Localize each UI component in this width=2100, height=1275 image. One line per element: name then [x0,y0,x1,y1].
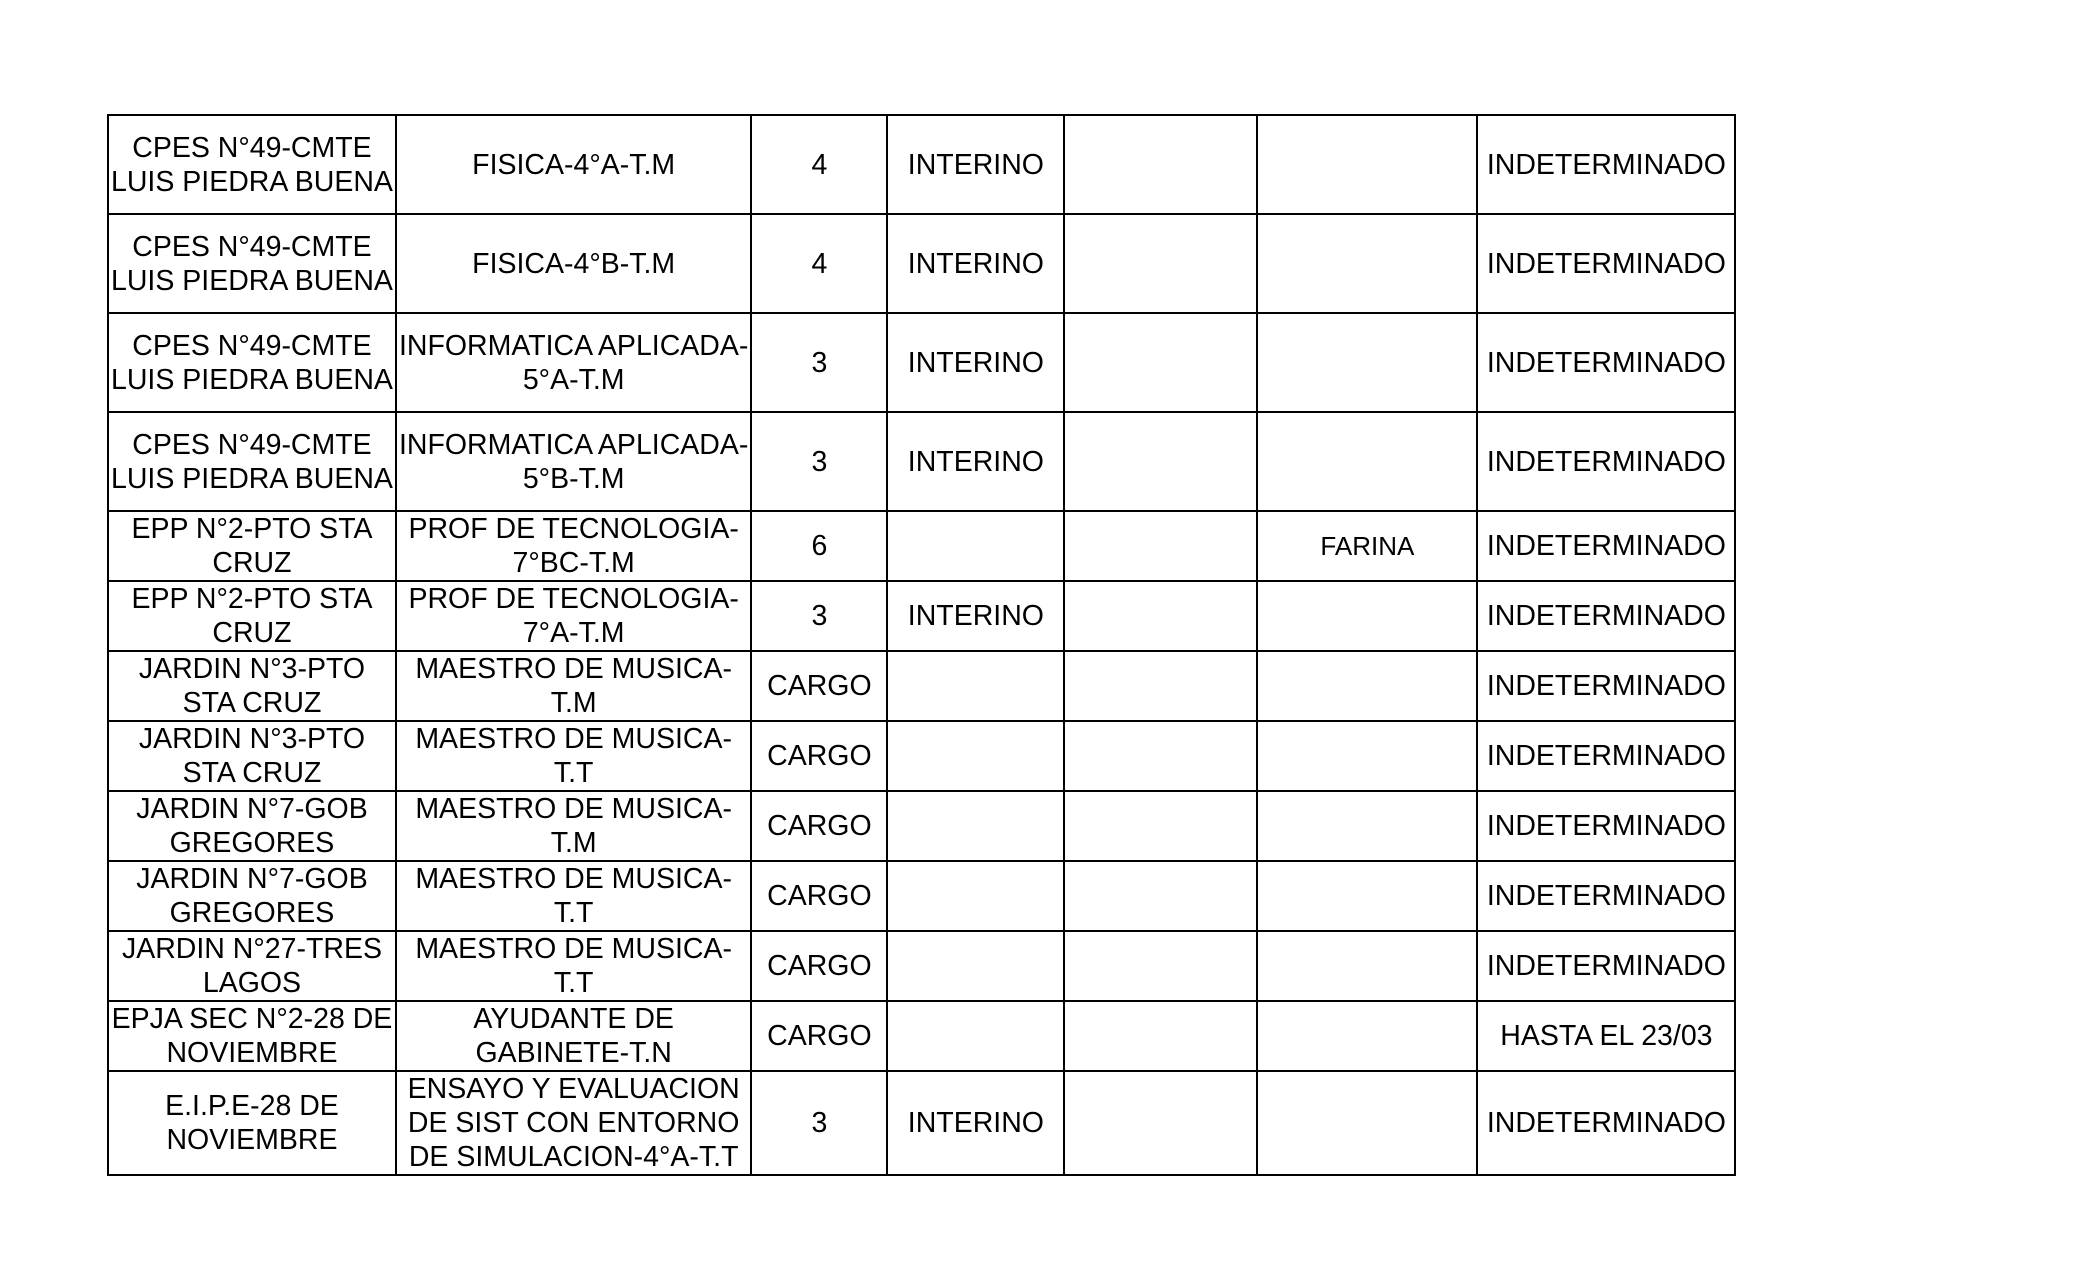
hours-cell [751,861,887,931]
cell-line: FISICA-4°A-T.M [472,148,676,181]
cell-line: CPES N°49-CMTE [132,131,372,164]
status-cell [887,214,1064,313]
duration-cell [1477,581,1735,651]
hours-cell [751,1071,887,1175]
subject-cell [396,214,751,313]
cell-text: INTERINO [907,346,1044,379]
status-cell [887,115,1064,214]
duration-cell [1477,721,1735,791]
name-cell [1257,931,1477,1001]
cell-line: MAESTRO DE MUSICA- [415,653,732,685]
hours-cell [751,1001,887,1071]
cell-text: HASTA EL 23/03 [1500,1020,1713,1052]
cell-line: STA CRUZ [182,757,322,789]
empty-cell [1064,115,1257,214]
school-cell [108,581,396,651]
name-cell [1257,791,1477,861]
cell-line: 7°A-T.M [522,617,625,649]
empty-cell [1064,214,1257,313]
empty-cell [1064,861,1257,931]
cell-line: JARDIN N°27-TRES [121,933,382,965]
table-row [108,313,1735,412]
empty-cell [1064,1001,1257,1071]
cell-text: INDETERMINADO [1486,880,1726,912]
name-cell [1257,581,1477,651]
name-cell [1257,1001,1477,1071]
cell-line: JARDIN N°7-GOB [136,793,368,825]
cell-text: INDETERMINADO [1486,600,1726,632]
cell-line: ENSAYO Y EVALUACION [407,1073,740,1105]
cell-line: DE SIST CON ENTORNO [407,1107,740,1139]
subject-cell [396,1071,751,1175]
subject-cell [396,511,751,581]
table-row [108,214,1735,313]
table-row [108,721,1735,791]
status-cell [887,1001,1064,1071]
hours-cell [751,412,887,511]
cell-text: INDETERMINADO [1486,950,1726,982]
cell-line: GABINETE-T.N [475,1037,672,1069]
cell-text: INDETERMINADO [1486,247,1726,280]
duration-cell [1477,511,1735,581]
subject-cell [396,313,751,412]
name-cell [1257,115,1477,214]
subject-cell [396,931,751,1001]
hours-cell [751,931,887,1001]
duration-cell [1477,861,1735,931]
cell-line: CPES N°49-CMTE [132,428,372,461]
hours-cell [751,791,887,861]
cell-text: CARGO [767,740,872,772]
hours-cell [751,214,887,313]
table-row [108,861,1735,931]
cell-text: 3 [811,600,828,632]
cell-line: GREGORES [169,827,335,859]
cell-line: T.M [550,687,597,719]
school-cell [108,115,396,214]
hours-cell [751,313,887,412]
cell-line: LUIS PIEDRA BUENA [111,462,393,495]
cell-line: LAGOS [202,967,302,999]
cell-text: INDETERMINADO [1486,148,1726,181]
cell-line: JARDIN N°7-GOB [136,863,368,895]
duration-cell [1477,1001,1735,1071]
school-cell [108,861,396,931]
table-row [108,1071,1735,1175]
cell-line: T.T [553,967,594,999]
table-row [108,412,1735,511]
cell-line: 7°BC-T.M [512,547,635,579]
cell-text: INDETERMINADO [1486,1107,1726,1139]
name-cell [1257,861,1477,931]
cell-line: E.I.P.E-28 DE [165,1090,339,1122]
cell-text: INDETERMINADO [1486,530,1726,562]
status-cell [887,791,1064,861]
table-row [108,791,1735,861]
status-cell [887,931,1064,1001]
school-cell [108,791,396,861]
subject-cell [396,115,751,214]
cell-line: MAESTRO DE MUSICA- [415,863,732,895]
cell-text: INTERINO [907,600,1044,632]
cell-line: LUIS PIEDRA BUENA [111,264,393,297]
cell-line: PROF DE TECNOLOGIA- [408,513,739,545]
cell-line: CRUZ [212,617,292,649]
status-cell [887,581,1064,651]
school-cell [108,931,396,1001]
cell-line: 5°A-T.M [522,363,625,396]
duration-cell [1477,313,1735,412]
duration-cell [1477,412,1735,511]
table-row [108,581,1735,651]
cell-text: INDETERMINADO [1486,810,1726,842]
cell-line: EPP N°2-PTO STA [131,513,373,545]
cell-line: AYUDANTE DE [473,1003,674,1035]
subject-cell [396,861,751,931]
assignments-table [107,114,1736,1176]
school-cell [108,412,396,511]
table-row [108,931,1735,1001]
cell-line: CPES N°49-CMTE [132,329,372,362]
cell-line: FISICA-4°B-T.M [472,247,676,280]
table-row [108,651,1735,721]
empty-cell [1064,931,1257,1001]
name-cell [1257,651,1477,721]
school-cell [108,214,396,313]
empty-cell [1064,412,1257,511]
duration-cell [1477,115,1735,214]
school-cell [108,721,396,791]
cell-text: CARGO [767,880,872,912]
empty-cell [1064,1071,1257,1175]
cell-line: EPP N°2-PTO STA [131,583,373,615]
cell-line: INFORMATICA APLICADA- [398,329,749,362]
duration-cell [1477,931,1735,1001]
duration-cell [1477,1071,1735,1175]
status-cell [887,313,1064,412]
cell-line: T.M [550,827,597,859]
cell-line: PROF DE TECNOLOGIA- [408,583,739,615]
cell-line: INFORMATICA APLICADA- [398,428,749,461]
duration-cell [1477,214,1735,313]
name-cell [1257,214,1477,313]
cell-line: JARDIN N°3-PTO [138,653,366,685]
subject-cell [396,651,751,721]
name-cell [1257,721,1477,791]
status-cell [887,721,1064,791]
school-cell [108,1071,396,1175]
cell-line: JARDIN N°3-PTO [138,723,366,755]
school-cell [108,651,396,721]
cell-line: CPES N°49-CMTE [132,230,372,263]
empty-cell [1064,791,1257,861]
subject-cell [396,581,751,651]
hours-cell [751,115,887,214]
status-cell [887,412,1064,511]
cell-text: CARGO [767,950,872,982]
hours-cell [751,651,887,721]
subject-cell [396,791,751,861]
name-cell [1257,412,1477,511]
school-cell [108,511,396,581]
cell-line: CRUZ [212,547,292,579]
cell-line: DE SIMULACION-4°A-T.T [408,1141,739,1173]
cell-line: MAESTRO DE MUSICA- [415,933,732,965]
cell-line: NOVIEMBRE [166,1124,338,1156]
cell-text: INTERINO [907,247,1044,280]
status-cell [887,1071,1064,1175]
cell-text: 4 [811,148,828,181]
subject-cell [396,721,751,791]
subject-cell [396,412,751,511]
cell-text: 3 [811,346,828,379]
name-cell [1257,1071,1477,1175]
cell-line: 5°B-T.M [522,462,625,495]
cell-text: INDETERMINADO [1486,670,1726,702]
cell-text: INDETERMINADO [1486,346,1726,379]
cell-text: 4 [811,247,828,280]
hours-cell [751,511,887,581]
empty-cell [1064,721,1257,791]
cell-text: CARGO [767,1020,872,1052]
cell-line: T.T [553,757,594,789]
empty-cell [1064,313,1257,412]
subject-cell [396,1001,751,1071]
school-cell [108,1001,396,1071]
cell-text: INDETERMINADO [1486,445,1726,478]
cell-text: INTERINO [907,148,1044,181]
cell-line: STA CRUZ [182,687,322,719]
cell-text: INTERINO [907,1107,1044,1139]
cell-text: CARGO [767,810,872,842]
status-cell [887,651,1064,721]
name-cell [1257,511,1477,581]
table-body [108,115,1735,1175]
cell-text: INDETERMINADO [1486,740,1726,772]
name-cell [1257,313,1477,412]
table-row [108,511,1735,581]
school-cell [108,313,396,412]
status-cell [887,861,1064,931]
table-row [108,115,1735,214]
cell-line: LUIS PIEDRA BUENA [111,363,393,396]
cell-text: INTERINO [907,445,1044,478]
cell-line: NOVIEMBRE [166,1037,338,1069]
empty-cell [1064,581,1257,651]
table-row [108,1001,1735,1071]
cell-text: FARINA [1320,531,1415,561]
cell-line: GREGORES [169,897,335,929]
duration-cell [1477,791,1735,861]
duration-cell [1477,651,1735,721]
cell-text: 3 [811,445,828,478]
empty-cell [1064,511,1257,581]
cell-line: EPJA SEC N°2-28 DE [111,1003,393,1035]
cell-text: 3 [811,1107,828,1139]
cell-line: T.T [553,897,594,929]
status-cell [887,511,1064,581]
cell-text: CARGO [767,670,872,702]
hours-cell [751,721,887,791]
empty-cell [1064,651,1257,721]
cell-line: LUIS PIEDRA BUENA [111,165,393,198]
hours-cell [751,581,887,651]
cell-text: 6 [811,530,828,562]
cell-line: MAESTRO DE MUSICA- [415,723,732,755]
cell-line: MAESTRO DE MUSICA- [415,793,732,825]
